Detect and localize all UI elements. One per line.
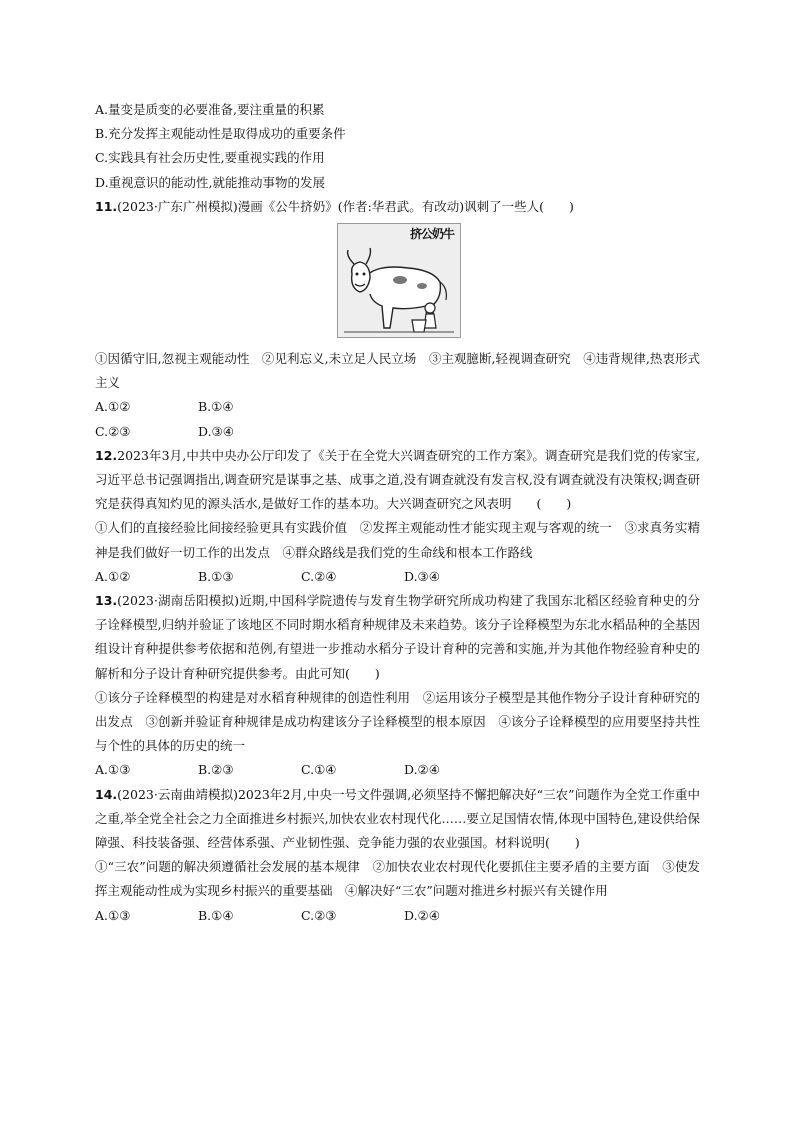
question-11-choices-row1 <box>95 395 700 419</box>
question-13-choice-c[interactable]: C.①④ <box>301 762 337 778</box>
question-14-choice-c[interactable]: C.②③ <box>301 907 337 923</box>
question-13-text: (2023·湖南岳阳模拟)近期,中国科学院遗传与发育生物学研究所成功构建了我国东北稻区经验育种史的分子诠释模型,归纳并验证了该地区不同时期水稻育种规律及未来趋势。该分子诠释模型为东北水稻品种的全基因组设计育种提供参考依据和范例,有望进一步推动水稻分子设计育种的完善和实施,并为其他作物经验育种史的解析和分子设计育种研究提供参考。由此可知( ) <box>95 593 700 681</box>
question-11-choice-c[interactable]: C.②③ <box>95 423 131 439</box>
question-13-choice-d[interactable]: D.②④ <box>404 762 440 778</box>
question-14-number: 14. <box>95 786 118 802</box>
question-12-number: 12. <box>95 447 118 463</box>
question-13-number: 13. <box>95 593 118 609</box>
question-11-choice-a[interactable]: A.①② <box>95 399 131 415</box>
question-13-choices <box>95 758 700 782</box>
prev-option-c: C.实践具有社会历史性,要重视实践的作用 <box>95 150 325 166</box>
cartoon-caption: 挤公奶牛 <box>409 227 454 242</box>
question-11-statements: ①因循守旧,忽视主观能动性 ②见利忘义,未立足人民立场 ③主观臆断,轻视调查研究 ④违背规律,热衷形式主义 <box>95 351 700 391</box>
question-12-statements: ①人们的直接经验比间接经验更具有实践价值 ②发挥主观能动性才能实现主观与客观的统一 ③求真务实精神是我们做好一切工作的出发点 ④群众路线是我们党的生命线和根本工作路线 <box>95 520 700 560</box>
question-content <box>95 98 700 928</box>
question-12-stem <box>95 444 700 517</box>
question-13-stem <box>95 589 700 686</box>
question-14-stem <box>95 783 700 856</box>
question-12-text: 2023年3月,中共中央办公厅印发了《关于在全党大兴调查研究的工作方案》。调查研究是我们党的传家宝,习近平总书记强调指出,调查研究是谋事之基、成事之道,没有调查就没有发言权,没有调查就没有决策权;调查研究是获得真知灼见的源头活水,是做好工作的基本功。大兴调查研究之风表明 ( ) <box>95 447 700 512</box>
question-14-choices <box>95 904 700 928</box>
question-13-statements: ①该分子诠释模型的构建是对水稻育种规律的创造性利用 ②运用该分子模型是其他作物分子设计育种研究的出发点 ③创新并验证育种规律是成功构建该分子诠释模型的根本原因 ④该分子诠释模型的应用要坚持共性与个性的具体的历史的统一 <box>95 689 700 754</box>
question-14-text: (2023·云南曲靖模拟)2023年2月,中央一号文件强调,必须坚持不懈把解决好“三农”问题作为全党工作重中之重,举全党全社会之力全面推进乡村振兴,加快农业农村现代化……要立足国情农情,体现中国特色,建设供给保障强、科技装备强、经营体系强、产业韧性强、竞争能力强的农业强国。材料说明( ) <box>95 786 700 851</box>
question-11-choice-d[interactable]: D.③④ <box>198 423 234 439</box>
question-11-choices-row2 <box>95 420 700 444</box>
question-13-choice-b[interactable]: B.②③ <box>198 762 234 778</box>
question-12-choice-a[interactable]: A.①② <box>95 568 131 584</box>
question-14-choice-d[interactable]: D.②④ <box>404 907 440 923</box>
cartoon-area <box>95 223 700 343</box>
question-11-choice-b[interactable]: B.①④ <box>198 399 234 415</box>
question-12-choice-c[interactable]: C.②④ <box>301 568 337 584</box>
question-11-text: (2023·广东广州模拟)漫画《公牛挤奶》(作者:华君武。有改动)讽刺了一些人( ) <box>117 198 574 214</box>
cartoon-bull-milking <box>337 223 461 338</box>
question-11-number: 11. <box>95 198 118 214</box>
question-14-choice-a[interactable]: A.①③ <box>95 907 131 923</box>
prev-option-d: D.重视意识的能动性,就能推动事物的发展 <box>95 174 326 190</box>
question-12-choice-d[interactable]: D.③④ <box>404 568 440 584</box>
question-14-statements: ①“三农”问题的解决须遵循社会发展的基本规律 ②加快农业农村现代化要抓住主要矛盾的主要方面 ③使发挥主观能动性成为实现乡村振兴的重要基础 ④解决好“三农”问题对推进乡村振兴有关键作用 <box>95 859 700 899</box>
prev-option-a: A.量变是质变的必要准备,要注重量的积累 <box>95 102 325 117</box>
question-13-choice-a[interactable]: A.①③ <box>95 762 131 778</box>
question-11-stem <box>95 195 700 219</box>
question-14-choice-b[interactable]: B.①④ <box>198 907 234 923</box>
question-12-choices <box>95 565 700 589</box>
question-12-choice-b[interactable]: B.①③ <box>198 568 234 584</box>
prev-option-b: B.充分发挥主观能动性是取得成功的重要条件 <box>95 126 346 142</box>
